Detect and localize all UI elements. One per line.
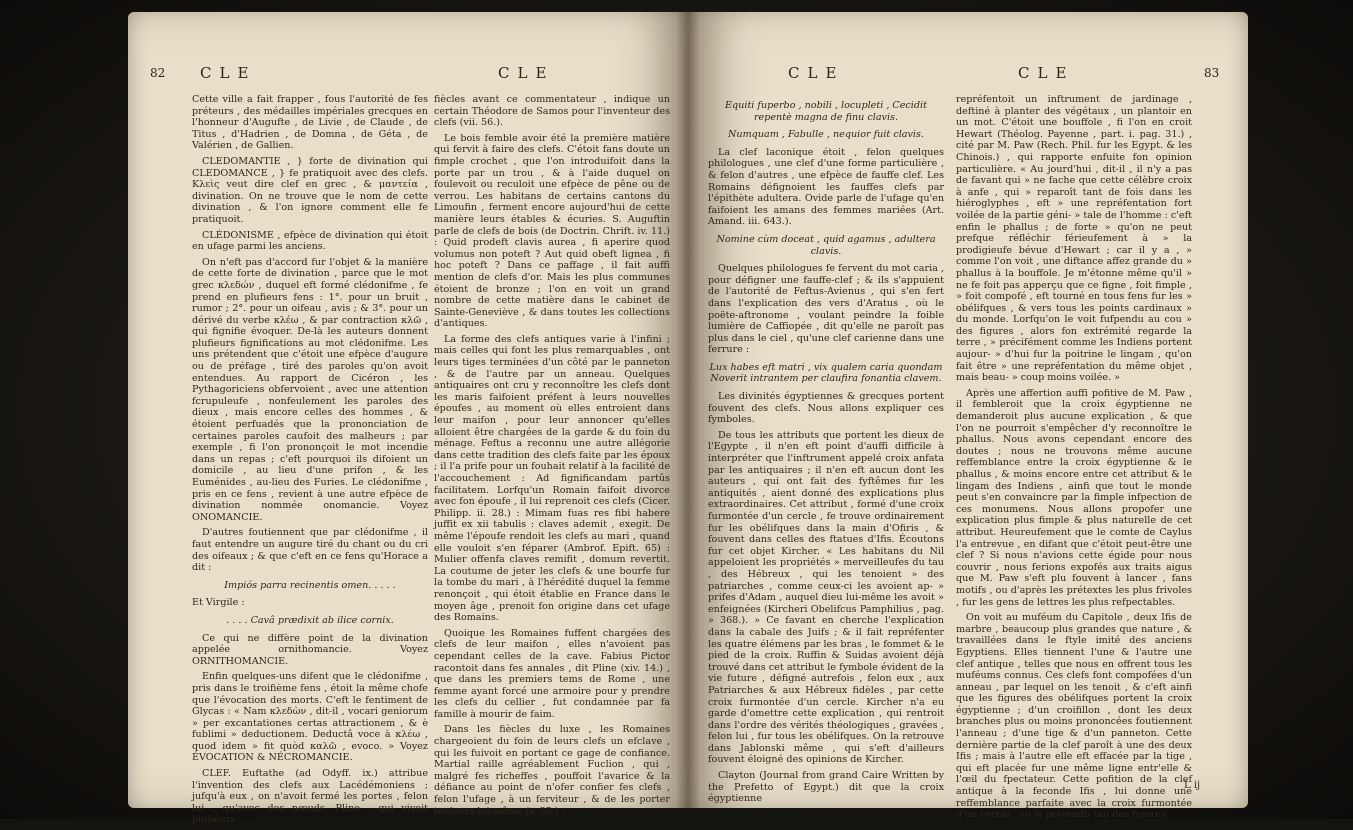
paragraph: CLEF. Euftathe (ad Odyff. ix.) attribue l'invention des clefs aux Lacédémoniens ; jufqu'à eux , on n'avoit fermé les portes , felon lui , qu'avec des nœuds. Pline , qui vivoit plufieurs — [192, 768, 428, 826]
text-column-2 — [434, 94, 670, 821]
paragraph: Quoique les Romaines fuffent chargées des clefs de leur maifon , elles n'avoient pas cependant celles de la cave. Fabius Pictor racontoit dans fes annales , dit Pline (xiv. 14.) , que dans les premiers tems de Rome , une femme ayant forcé une armoire pour y prendre les clefs du cellier , fut condamnée par fa famille à mourir de faim. — [434, 627, 670, 720]
paragraph: Clayton (Journal from grand Caire Written by the Prefetto of Egypt.) dit que la croix égyptienne — [708, 770, 944, 805]
paragraph: CLÉDONISME , efpèce de divination qui étoit en ufage parmi les anciens. — [192, 229, 428, 253]
verse-quote: Nomine cùm doceat , quid agamus , adultera clavis. — [716, 233, 936, 257]
paragraph: Après une affertion auffi pofitive de M. Paw , il fembleroit que la croix égyptienne ne demanderoit plus aucune explication , & que l'on ne pourroit s'empêcher d'y reconnoître le phallus. Nous avons cependant encore des doutes ; nous ne trouvons même aucune reffemblance entre la croix égyptienne & le phallus , & moins encore entre cet attribut & le lingam des Indiens , ainfi que tout le monde peut s'en convaincre par la fimple infpection de ces monumens. Nous allons propofer une explication plus fimple & plus naturelle de cet attribut. Heureufement que le comte de Caylus l'a entrevue , en difant que c'étoit peut-être une clef ? Si nous n'avions cette égide pour nous couvrir , nous ferions expofés aux traits aigus que M. Paw s'eft plu fouvent à lancer , fans motifs , ou d'après les prétextes les plus frivoles , fur les gens de lettres les plus refpectables. — [956, 387, 1192, 608]
paragraph: La clef laconique étoit , felon quelques philologues , une clef d'une forme particulière , & felon d'autres , une efpèce de fauffe clef. Les Romains défignoient les fauffes clefs par l'épithète adultera. Ovide parle de l'ufage qu'en faifoient les amans des femmes mariées (Art. Amand. iii. 643.). — [708, 146, 944, 228]
paragraph: Dans les fiècles du luxe , les Romaines chargeoient du foin de leurs clefs un efclave , qui les fuivoit en portant ce gage de confiance. Martial raille agréablement Fuclion , qui , malgré fes richeffes , pouffoit l'avarice & la défiance au point de n'ofer confier fes clefs , felon l'ufage , à un ferviteur , & de les porter toujours lui-même (v. 35.) : — [434, 724, 670, 817]
signature-mark: L ij — [1184, 780, 1201, 791]
book-gutter — [676, 12, 700, 808]
text-column-1 — [192, 94, 428, 830]
paragraph: Quelques philologues fe fervent du mot caria , pour défigner une fauffe-clef ; & ils s'appuient de l'autorité de Feftus-Avienus , qui s'en fert dans l'explication des vers d'Aratus , où le poëte-aftronome , voulant peindre la foible lumière de Caffiopée , dit qu'elle ne paroît pas plus dans le ciel , qu'une clef carienne dans une ferrure : — [708, 263, 944, 356]
paragraph: Enfin quelques-uns difent que le clédonifme , pris dans le troifième fens , étoit la même chofe que l'évocation des morts. C'eft le fentiment de Glycas : « Nam κλεδὼν , dit-il , vocari geniorum » per excantationes certas attractionem , & è fublimi » deductionem. Deductâ voce à κλέω , quod idem » fit quòd καλῶ , evoco. » Voyez ÉVOCATION & NÉCROMANCIE. — [192, 671, 428, 764]
text-column-1 — [708, 94, 944, 809]
verse-quote: Impiós parra recinentis omen. . . . . — [224, 579, 396, 591]
paragraph: fiècles avant ce commentateur , indique un certain Théodore de Samos pour l'inventeur des clefs (vii. 56.). — [434, 94, 670, 129]
paragraph: La forme des clefs antiques varie à l'infini ; mais celles qui font les plus remarquables , ont leurs tiges terminées d'un côté par le panneton , & de l'autre par un anneau. Quelques antiquaires ont cru y reconnoître les clefs dont les maris faifoient préfent à leurs nouvelles époufes , au moment où elles entroient dans leur maifon , pour leur annoncer qu'elles alloient être chargées de la garde & du foin du ménage. Feftus a reconnu une autre allégorie dans cette tradition des clefs faite par les époux ; il l'a prife pour un fouhait relatif à la facilité de l'accouchement : Ad fignificandam partûs facilitatem. Lorfqu'un Romain faifoit divorce avec fon époufe , il lui reprenoit ces clefs (Cicer. Philipp. ii. 28.) : Mimam fuas res fibi habere juffit ex xii tabulis : claves ademit , exegit. De même l'époufe rendoit les clefs au mari , quand elle vouloit s'en féparer (Ambrof. Epift. 65) : Mulier offenfa claves remifit , domum revertit. La coutume de jeter les clefs & une bourfe fur la tombe du mari , à l'hérédité duquel la femme renonçoit , qui étoit établie en France dans le moyen âge , prenoit fon origine dans cet ufage des Romains. — [434, 333, 670, 624]
text-column-2 — [956, 94, 1192, 825]
paragraph: Cette ville a fait frapper , fous l'autorité de fes préteurs , des médailles impériales grecques en l'honneur d'Augufte , de Livie , de Claude , de Titus , d'Hadrien , de Domna , de Géta , de Valérien , de Gallien. — [192, 94, 428, 152]
paragraph: Ce qui ne diffère point de la divination appelée ornithomancie. Voyez ORNITHOMANCIE. — [192, 632, 428, 667]
page-number: 82 — [150, 66, 166, 80]
verse-quote: . . . . Cavâ prædixit ab ilice cornix. — [226, 614, 394, 626]
paragraph: On voit au muféum du Capitole , deux Ifis de marbre , beaucoup plus grandes que nature , & travaillées dans le ftyle imité des anciens Egyptiens. Elles tiennent l'une & l'autre une clef antique , telles que nous en offrent tous les muféums connus. Ces clefs font compofées d'un anneau , par lequel on les tenoit , & c'eft ainfi que les figures des obélifques portent la croix égyptienne ; d'un croifillon , dont les deux branches plus ou moins prononcées foutiennent l'anneau ; d'une tige & d'un panneton. Cette dernière partie de la clef paroît à une des deux Ifis ; mais à l'autre elle eft effacée par la tige , qui eft placée fur une même ligne entr'elle & l'œil du fpectateur. Cette pofition de la clef antique à la feconde Ifis , lui donne une reffemblance parfaite avec la croix furmontée d'un cercle , ou le prétendu tau des figures — [956, 612, 1192, 821]
paragraph: On n'eft pas d'accord fur l'objet & la manière de cette forte de divination , parce que le mot grec κλεδών , duquel eft formé clédonifme , fe prend en plufieurs fens : 1°. pour un bruit , rumor ; 2°. pour un oifeau , avis ; & 3°. pour un dérivé du verbe κλέω , & par contraction κλῶ , qui fignifie évoquer. De-là les auteurs donnent plufieurs fignifications au mot clédonifme. Les uns prétendent que c'étoit une efpèce d'augure ou de préfage , tiré des paroles qu'on avoit entendues. Au rapport de Cicéron , les Pythagoriciens obfervoient , avec une attention fcrupuleufe , nonfeulement les paroles des dieux , mais encore celles des hommes , & étoient perfuadés que la prononciation de certaines paroles caufoit des malheurs ; par exemple , fi l'on prononçoit le mot incendie dans un repas ; c'eft pourquoi ils difoient un domicile , au lieu d'une prifon , & les Euménides , au-lieu des Furies. Le clédonifme , pris en ce fens , revient à une autre efpèce de divination nommée onomancie. Voyez ONOMANCIE. — [192, 256, 428, 523]
running-header-left: CLE — [788, 64, 845, 82]
right-page — [688, 12, 1248, 821]
paragraph: repréfentoit un inftrument de jardinage , deftiné à planter des végétaux , un plantoir en un mot. C'étoit une bouffole , fi l'on en croit Hewart (Théolog. Payenne , part. i. pag. 31.) , cité par M. Paw (Rech. Phil. fur les Egypt. & les Chinois.) , qui rapporte enfuite fon opinion particulière. « Au jourd'hui , dit-il , il n'y a pas de favant qui » ne fache que cette célèbre croix à anfe , qui » reparoît tant de fois dans les hiéroglyphes , eft » une repréfentation fort voilée de la partie géni- » tale de l'homme : c'eft enfin le phallus ; de forte » qu'on ne peut prefque réfléchir férieufement à » la prodigieufe bévue d'Hewart ; car il y a , » comme l'on voit , une diftance affez grande du » phallus à la bouffole. Je m'étonne même qu'il » ne fe foit pas apperçu que ce figne , foit fimple , » foit compofé , eft tourné en tous fens fur les » obélifques , & vers tous les points cardinaux » du monde. Lorfqu'on le voit fufpendu au cou » des figures , alors fon extrémité regarde la terre , » précifément comme les Indiens portent aujour- » d'hui fur la poitrine le lingam , qu'on fait être » une repréfentation du même objet , mais beau- » coup moins voilée. » — [956, 94, 1192, 384]
page-number: 83 — [1204, 66, 1220, 80]
paragraph: CLEDOMANTIE , } forte de divination qui CLEDOMANCE , } fe pratiquoit avec des clefs. Κλεὶς veut dire clef en grec , & μαντεία , divination. On ne trouve que le nom de cette divination , & l'on ignore comment elle fe pratiquoit. — [192, 155, 428, 225]
running-header-right: CLE — [1018, 64, 1075, 82]
paragraph: D'autres foutiennent que par clédonifme , il faut entendre un augure tiré du chant ou du cri des oifeaux ; & que c'eft en ce fens qu'Horace a dit : — [192, 527, 428, 574]
paragraph: Le bois femble avoir été la première matière qui fervit à faire des clefs. C'étoit fans doute un fimple crochet , que l'on introduifoit dans la porte par un trou , & à l'aide duquel on foulevoit ou reculoit une efpèce de pêne ou de verrou. Les habitans de certains cantons du Limoufin , ferment encore aujourd'hui de cette manière leurs étables & écuries. S. Auguftin parle de clefs de bois (de Doctrin. Chrift. iv. 11.) : Quid prodeft clavis aurea , fi aperire quod volumus non poteft ? Aut quid obeft lignea , fi hoc poteft ? Dans ce paffage , il fait auffi mention de clefs d'or. Mais les plus communes étoient de bronze ; l'on en voit un grand nombre de cette matière dans le cabinet de Sainte-Geneviève , & dans toutes les collections d'antiques. — [434, 132, 670, 330]
left-page — [128, 12, 688, 826]
verse-quote: Numquam , Fabulle , nequior fuit clavis. — [728, 129, 924, 141]
paragraph: Et Virgile : — [192, 597, 245, 609]
paragraph: Les divinités égyptiennes & grecques portent fouvent des clefs. Nous allons expliquer ces fymboles. — [708, 391, 944, 426]
running-header-right: CLE — [498, 64, 555, 82]
verse-quote: Equiti fuperbo , nobili , locupleti , Cecidit repentè magna de finu clavis. — [725, 100, 927, 123]
verse-quote: Lux habes eft matri , vix qualem caria quondam Noverit intrantem per claufira fonantia clavem. — [709, 361, 943, 385]
paragraph: De tous les attributs que portent les dieux de l'Egypte , il n'en eft point d'auffi difficile à interpréter que l'inftrument appelé croix anfata par les antiquaires ; il n'en eft aucun dont les auteurs , qui ont fait des fyftêmes fur les antiquités , aient donné des explications plus extraordinaires. Cet attribut , formé d'une croix furmontée d'un cercle , fe trouve ordinairement fur les obélifques dans la main d'Ofiris , & fouvent dans celles des ftatues d'Ifis. Écoutons fur cet objet Kircher. « Les habitans du Nil appeloient les propriétés » merveilleufes du tau , des Hébreux , qui les tenoient » des patriarches , comme ceux-ci les avoient ap- » prifes d'Adam , auquel dieu lui-même les avoit » enfeignées (Kircheri Obelifcus Pamphilius , pag. » 368.). » Ce favant en cherche l'explication dans la cabale des Juifs ; & il fait repréfenter les quatre élémens par les bras , le fommet & le pied de la croix. Ruffin & Suidas avoient déjà trouvé dans cet attribut le fymbole évident de la vie future , défigné autrefois , felon eux , aux Patriarches & aux Hébreux fidèles , par cette croix furmontée d'un cercle. Kircher n'a eu garde d'omettre cette explication , qui rentroit dans l'ordre des vérités théologiques , gravées , felon lui , fur tous les obélifques. On la retrouve dans Jablonski même , qui s'eft d'ailleurs fouvent éloigné des opinions de Kircher. — [708, 429, 944, 766]
running-header-left: CLE — [200, 64, 257, 82]
